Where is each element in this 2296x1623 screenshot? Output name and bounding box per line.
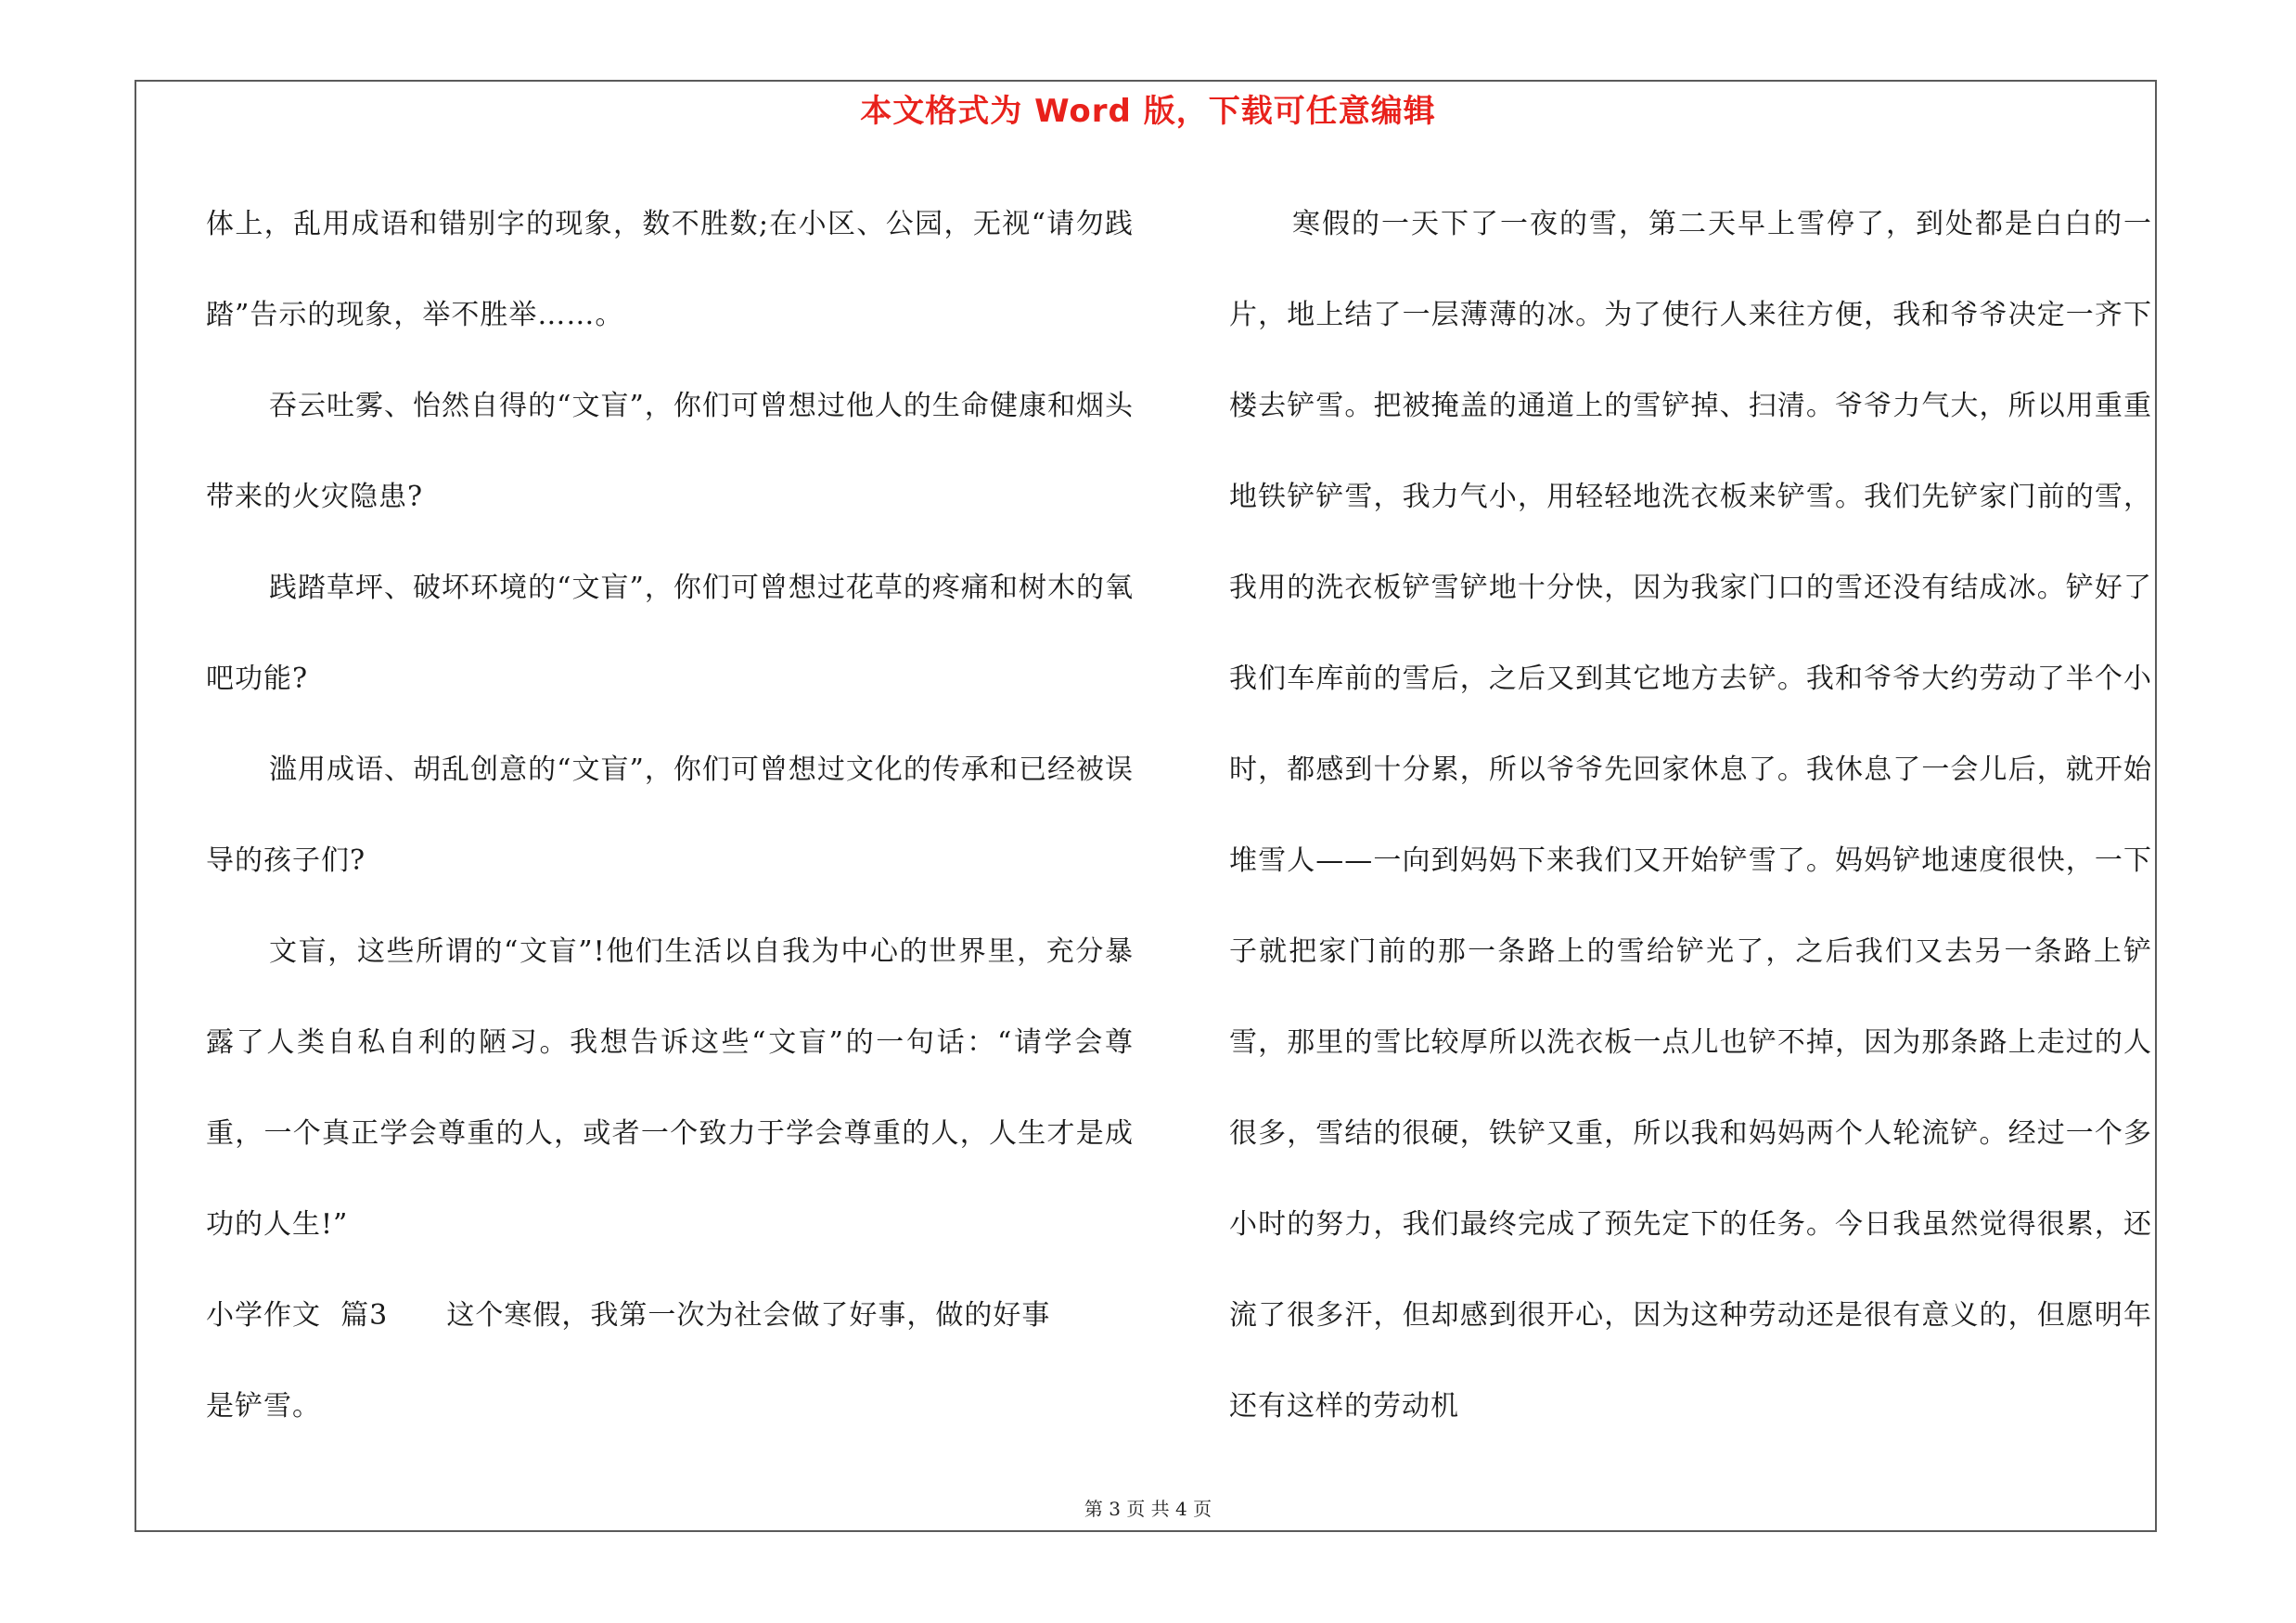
paragraph: 文盲，这些所谓的“文盲”!他们生活以自我为中心的世界里，充分暴露了人类自私自利的陋习。我想告诉这些“文盲”的一句话：“请学会尊重，一个真正学会尊重的人，或者一个致力于学会尊重的人，人生才是成功的人生!” bbox=[206, 935, 1134, 1241]
page-number-footer: 第 3 页 共 4 页 bbox=[1084, 1498, 1212, 1520]
section-heading-line bbox=[206, 1270, 1134, 1361]
paragraph: 体上，乱用成语和错别字的现象，数不胜数;在小区、公园，无视“请勿践踏”告示的现象，举不胜举……。 bbox=[206, 208, 1134, 331]
right-column bbox=[1229, 179, 2152, 1452]
left-column bbox=[206, 179, 1134, 1452]
paragraph-start: 这个寒假，我第一次为社会做了好事，做的好事 bbox=[446, 1299, 1051, 1332]
paragraph: 寒假的一天下了一夜的雪，第二天早上雪停了，到处都是白白的一片，地上结了一层薄薄的冰。为了使行人来往方便，我和爷爷决定一齐下楼去铲雪。把被掩盖的通道上的雪铲掉、扫清。爷爷力气大，所以用重重地铁铲铲雪，我力气小，用轻轻地洗衣板来铲雪。我们先铲家门前的雪，我用的洗衣板铲雪铲地十分快，因为我家门口的雪还没有结成冰。铲好了我们车库前的雪后，之后又到其它地方去铲。我和爷爷大约劳动了半个小时，都感到十分累，所以爷爷先回家休息了。我休息了一会儿后，就开始堆雪人——一向到妈妈下来我们又开始铲雪了。妈妈铲地速度很快，一下子就把家门前的那一条路上的雪给铲光了，之后我们又去另一条路上铲雪，那里的雪比较厚所以洗衣板一点儿也铲不掉，因为那条路上走过的人很多，雪结的很硬，铁铲又重，所以我和妈妈两个人轮流铲。经过一个多小时的努力，我们最终完成了预先定下的任务。今日我虽然觉得很累，还流了很多汗，但却感到很开心，因为这种劳动还是很有意义的，但愿明年还有这样的劳动机 bbox=[1229, 208, 2152, 1423]
section-heading: 小学作文 篇3 bbox=[206, 1299, 389, 1332]
paragraph: 滥用成语、胡乱创意的“文盲”，你们可曾想过文化的传承和已经被误导的孩子们? bbox=[206, 754, 1134, 877]
paragraph: 践踏草坪、破坏环境的“文盲”，你们可曾想过花草的疼痛和树木的氧吧功能? bbox=[206, 572, 1134, 695]
paragraph: 是铲雪。 bbox=[206, 1390, 321, 1423]
paragraph: 吞云吐雾、怡然自得的“文盲”，你们可曾想过他人的生命健康和烟头带来的火灾隐患? bbox=[206, 390, 1134, 513]
document-banner: 本文格式为 Word 版，下载可任意编辑 bbox=[860, 93, 1436, 130]
